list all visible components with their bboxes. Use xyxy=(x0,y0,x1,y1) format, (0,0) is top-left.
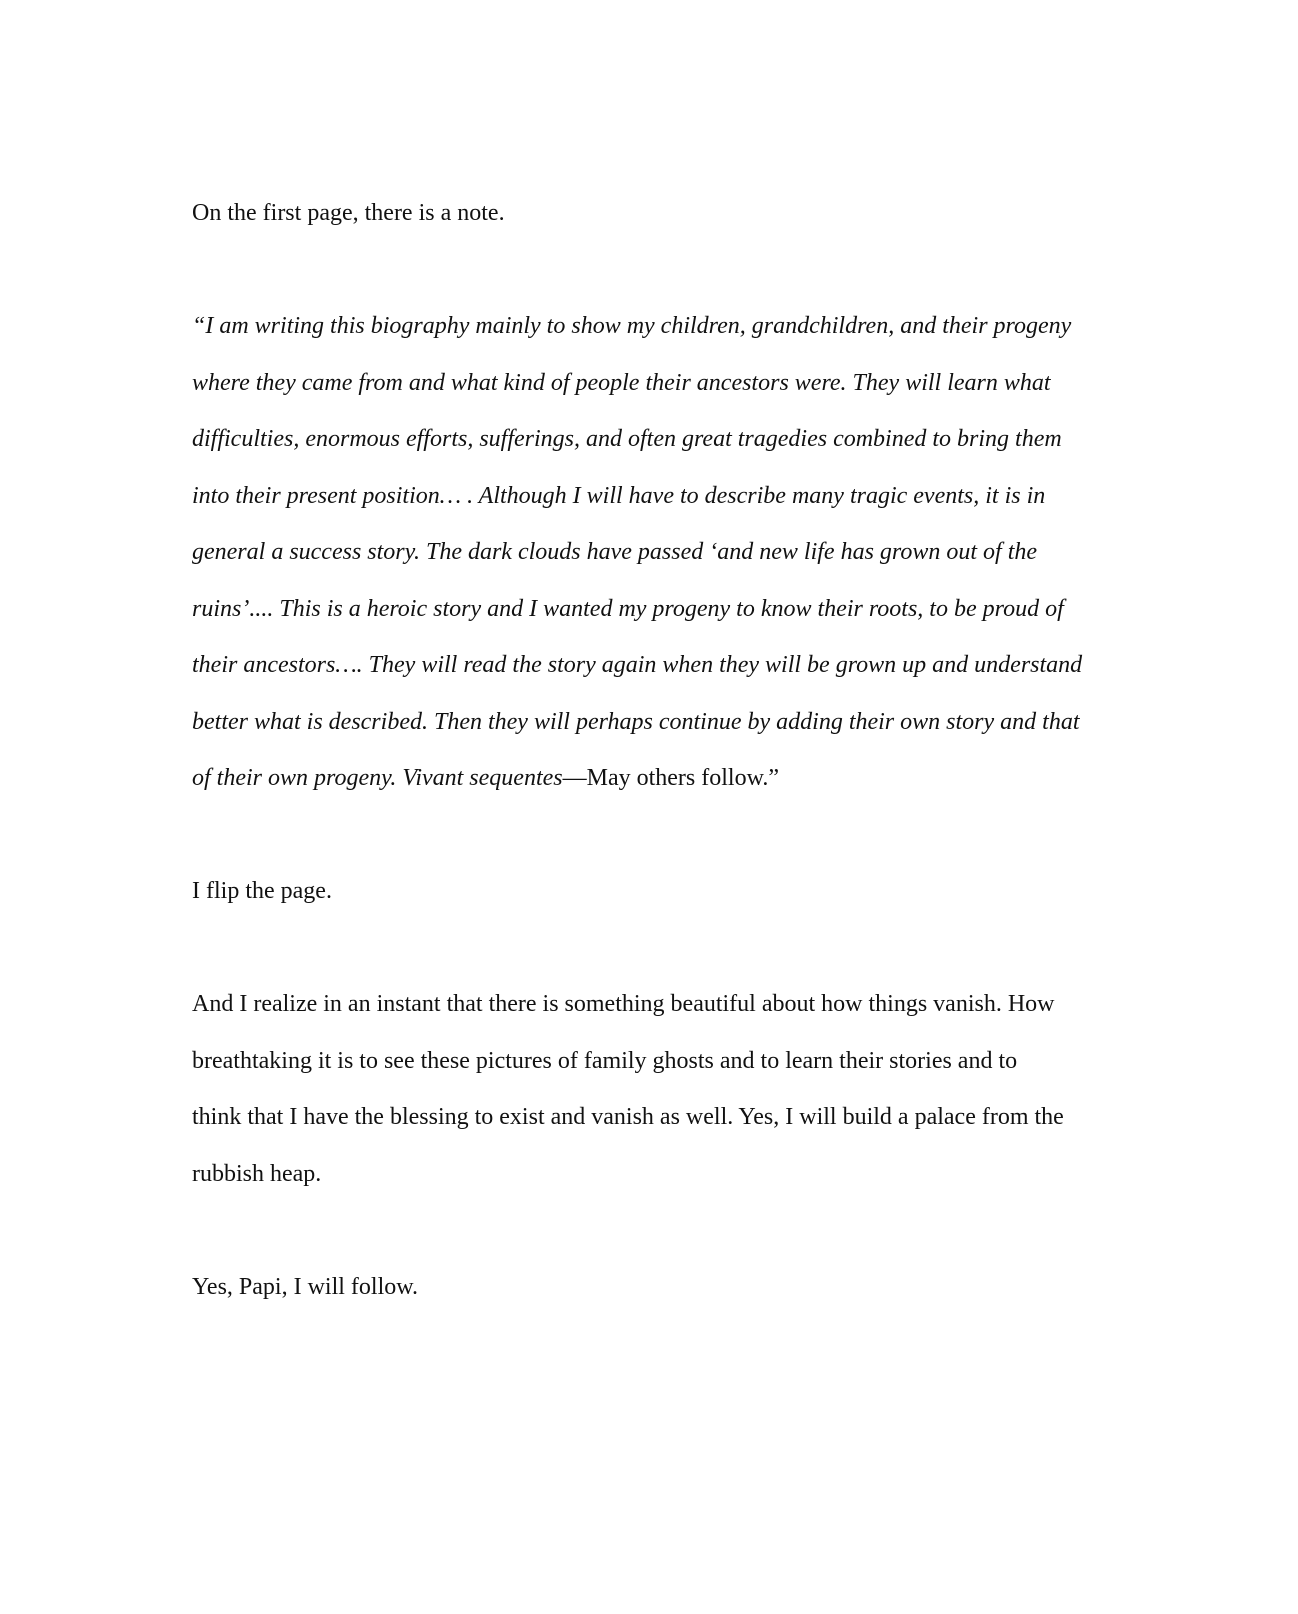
blank-line xyxy=(192,807,1132,864)
body-line: rubbish heap. xyxy=(192,1160,322,1187)
intro-line: On the first page, there is a note. xyxy=(192,200,505,226)
quote-line: general a success story. The dark clouds have passed ‘and new life has grown out of the xyxy=(192,539,1038,565)
quote-line: where they came from and what kind of people their ancestors were. They will learn what xyxy=(192,369,1051,396)
blank-line xyxy=(192,1202,1132,1259)
quote-last-italic: of their own progeny. Vivant sequentes xyxy=(192,765,563,791)
quote-paragraph xyxy=(192,298,1132,807)
flip-line: I flip the page. xyxy=(192,878,332,904)
quote-last-regular: —May others follow.” xyxy=(562,765,780,791)
quote-last-line xyxy=(192,750,1132,807)
quote-line: better what is described. Then they will perhaps continue by adding their own story and that xyxy=(192,708,1080,735)
body-line: think that I have the blessing to exist and vanish as well. Yes, I will build a palace from the xyxy=(192,1104,1064,1130)
realize-paragraph xyxy=(192,976,1132,1202)
quote-line: difficulties, enormous efforts, sufferings, and often great tragedies combined to bring them xyxy=(192,426,1062,452)
document-page xyxy=(192,185,1132,1315)
quote-line: into their present position… . Although I will have to describe many tragic events, it is in xyxy=(192,482,1046,509)
quote-line: “I am writing this biography mainly to show my children, grandchildren, and their progeny xyxy=(192,313,1072,339)
body-line: And I realize in an instant that there is something beautiful about how things vanish. How xyxy=(192,991,1055,1017)
quote-line: their ancestors…. They will read the story again when they will be grown up and understand xyxy=(192,652,1083,678)
body-line: breathtaking it is to see these pictures of family ghosts and to learn their stories and to xyxy=(192,1047,1018,1074)
closing-line: Yes, Papi, I will follow. xyxy=(192,1273,419,1300)
blank-line xyxy=(192,920,1132,977)
quote-line: ruins’.... This is a heroic story and I wanted my progeny to know their roots, to be proud of xyxy=(192,595,1064,622)
blank-line xyxy=(192,242,1132,299)
